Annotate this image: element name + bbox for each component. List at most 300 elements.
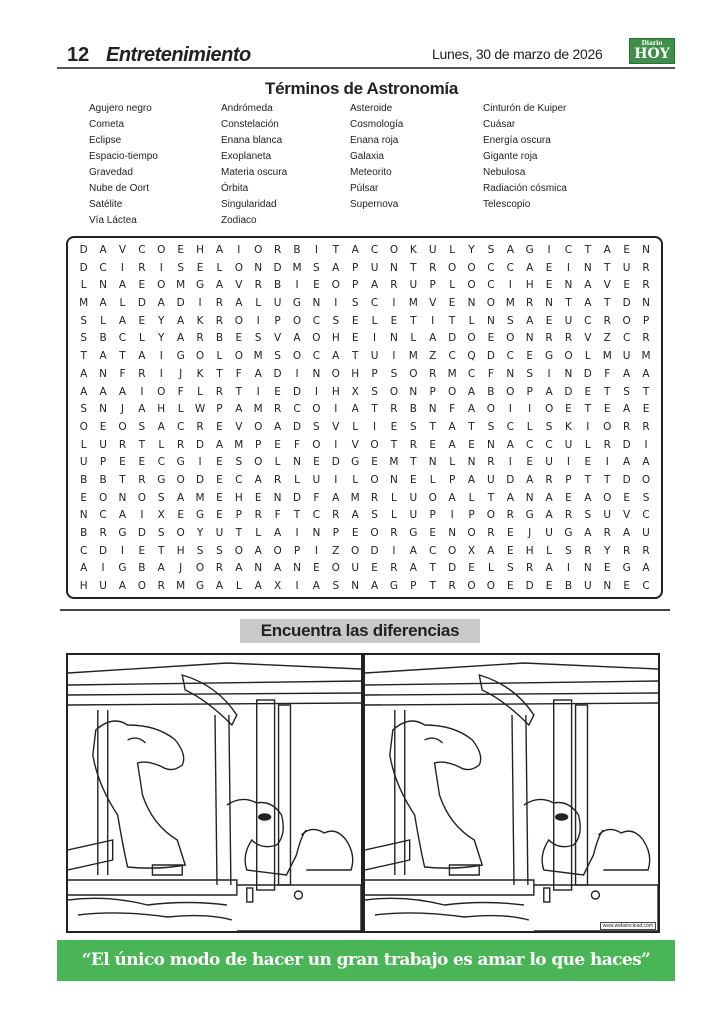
grid-letter[interactable]: L — [410, 332, 417, 345]
grid-letter[interactable]: H — [79, 580, 88, 593]
grid-letter[interactable]: E — [545, 314, 553, 327]
grid-letter[interactable]: A — [274, 562, 282, 575]
grid-letter[interactable]: T — [351, 350, 359, 363]
grid-letter[interactable]: E — [177, 509, 184, 522]
grid-letter[interactable]: C — [99, 509, 107, 522]
grid-letter[interactable]: R — [390, 527, 398, 539]
grid-letter[interactable]: O — [292, 314, 302, 327]
grid-letter[interactable]: O — [254, 420, 263, 433]
grid-letter[interactable]: T — [429, 420, 436, 433]
grid-letter[interactable]: L — [429, 473, 436, 486]
grid-letter[interactable]: O — [486, 403, 496, 416]
grid-letter[interactable]: U — [622, 350, 631, 363]
grid-letter[interactable]: R — [448, 580, 456, 593]
grid-letter[interactable]: D — [176, 297, 185, 310]
grid-letter[interactable]: E — [216, 456, 223, 469]
grid-letter[interactable]: C — [487, 279, 495, 292]
grid-letter[interactable]: I — [198, 456, 202, 469]
grid-letter[interactable]: N — [409, 385, 418, 398]
grid-letter[interactable]: I — [314, 244, 318, 256]
grid-letter[interactable]: G — [195, 279, 205, 292]
grid-letter[interactable]: C — [138, 244, 146, 256]
grid-letter[interactable]: O — [467, 580, 476, 593]
grid-letter[interactable]: U — [409, 509, 418, 522]
grid-letter[interactable]: N — [525, 491, 534, 504]
grid-letter[interactable]: U — [564, 438, 573, 451]
grid-letter[interactable]: F — [604, 367, 611, 380]
grid-letter[interactable]: R — [215, 297, 224, 310]
grid-letter[interactable]: R — [196, 420, 204, 433]
grid-letter[interactable]: R — [622, 544, 631, 557]
grid-letter[interactable]: S — [390, 367, 398, 380]
grid-letter[interactable]: C — [99, 261, 107, 274]
grid-letter[interactable]: P — [216, 403, 223, 416]
grid-letter[interactable]: I — [508, 403, 512, 416]
grid-letter[interactable]: N — [390, 261, 398, 274]
grid-letter[interactable]: L — [391, 509, 397, 522]
grid-letter[interactable]: S — [623, 385, 630, 398]
grid-letter[interactable]: T — [429, 580, 436, 593]
grid-letter[interactable]: O — [234, 261, 243, 274]
grid-letter[interactable]: O — [447, 385, 457, 398]
grid-letter[interactable]: O — [564, 350, 573, 363]
grid-letter[interactable]: A — [254, 473, 262, 486]
grid-letter[interactable]: G — [351, 456, 360, 469]
grid-letter[interactable]: A — [584, 279, 592, 292]
grid-letter[interactable]: O — [312, 332, 321, 345]
grid-letter[interactable]: S — [565, 544, 572, 557]
grid-letter[interactable]: A — [254, 580, 262, 593]
grid-letter[interactable]: F — [313, 491, 320, 504]
grid-letter[interactable]: D — [292, 385, 302, 398]
grid-letter[interactable]: E — [545, 279, 553, 292]
grid-letter[interactable]: I — [334, 473, 338, 486]
grid-letter[interactable]: S — [216, 544, 223, 557]
grid-letter[interactable]: O — [370, 473, 379, 486]
grid-letter[interactable]: C — [584, 314, 592, 327]
grid-letter[interactable]: N — [293, 562, 301, 575]
grid-letter[interactable]: A — [584, 297, 592, 310]
grid-letter[interactable]: R — [622, 420, 631, 433]
grid-letter[interactable]: A — [642, 562, 650, 575]
grid-letter[interactable]: S — [506, 562, 514, 575]
grid-letter[interactable]: R — [273, 403, 282, 416]
grid-letter[interactable]: L — [449, 456, 456, 469]
grid-letter[interactable]: V — [429, 297, 437, 310]
grid-letter[interactable]: A — [642, 367, 650, 380]
grid-letter[interactable]: S — [487, 420, 495, 433]
grid-letter[interactable]: O — [176, 473, 185, 486]
grid-letter[interactable]: C — [506, 350, 514, 363]
grid-letter[interactable]: P — [371, 367, 378, 380]
grid-letter[interactable]: L — [80, 438, 87, 451]
grid-letter[interactable]: O — [486, 509, 496, 522]
grid-letter[interactable]: C — [235, 473, 243, 486]
grid-letter[interactable]: A — [506, 438, 514, 451]
grid-letter[interactable]: A — [351, 509, 359, 522]
grid-letter[interactable]: C — [370, 244, 379, 256]
grid-letter[interactable]: A — [332, 491, 340, 504]
grid-letter[interactable]: O — [467, 279, 476, 292]
grid-letter[interactable]: E — [216, 420, 223, 433]
grid-letter[interactable]: T — [410, 456, 417, 469]
grid-letter[interactable]: O — [467, 527, 476, 539]
grid-letter[interactable]: R — [642, 332, 650, 345]
grid-letter[interactable]: D — [292, 420, 302, 433]
grid-letter[interactable]: S — [157, 491, 165, 504]
grid-letter[interactable]: C — [642, 509, 650, 522]
grid-letter[interactable]: F — [119, 367, 126, 380]
grid-letter[interactable]: E — [138, 544, 146, 557]
grid-letter[interactable]: M — [234, 438, 244, 451]
grid-letter[interactable]: T — [293, 509, 301, 522]
grid-letter[interactable]: R — [196, 332, 204, 345]
grid-letter[interactable]: O — [234, 350, 243, 363]
grid-letter[interactable]: A — [623, 456, 631, 469]
grid-letter[interactable]: J — [528, 527, 532, 539]
grid-letter[interactable]: J — [179, 562, 183, 575]
grid-letter[interactable]: R — [390, 403, 398, 416]
grid-letter[interactable]: I — [508, 456, 512, 469]
grid-letter[interactable]: R — [429, 367, 437, 380]
grid-letter[interactable]: R — [603, 527, 611, 539]
grid-letter[interactable]: E — [351, 332, 359, 345]
grid-letter[interactable]: M — [408, 297, 418, 310]
grid-letter[interactable]: T — [429, 562, 436, 575]
grid-letter[interactable]: I — [334, 438, 338, 451]
grid-letter[interactable]: Y — [604, 544, 611, 557]
grid-letter[interactable]: N — [118, 491, 127, 504]
grid-letter[interactable]: I — [159, 367, 163, 380]
grid-letter[interactable]: P — [274, 314, 281, 327]
grid-letter[interactable]: T — [216, 367, 223, 380]
grid-letter[interactable]: I — [295, 367, 299, 380]
grid-letter[interactable]: D — [137, 527, 146, 539]
grid-letter[interactable]: R — [642, 544, 650, 557]
grid-letter[interactable]: R — [157, 580, 165, 593]
grid-letter[interactable]: V — [584, 332, 592, 345]
grid-letter[interactable]: A — [448, 491, 456, 504]
grid-letter[interactable]: D — [486, 350, 495, 363]
grid-letter[interactable]: P — [448, 473, 456, 486]
grid-letter[interactable]: T — [235, 385, 243, 398]
grid-letter[interactable]: R — [138, 367, 146, 380]
grid-letter[interactable]: O — [389, 244, 399, 256]
grid-letter[interactable]: D — [273, 261, 282, 274]
grid-letter[interactable]: H — [331, 332, 340, 345]
grid-letter[interactable]: I — [392, 544, 396, 557]
grid-letter[interactable]: H — [331, 385, 340, 398]
grid-letter[interactable]: M — [602, 350, 612, 363]
grid-letter[interactable]: D — [195, 473, 205, 486]
grid-letter[interactable]: F — [487, 367, 494, 380]
grid-letter[interactable]: T — [468, 420, 475, 433]
grid-letter[interactable]: C — [642, 580, 650, 593]
grid-letter[interactable]: A — [118, 314, 127, 327]
grid-letter[interactable]: E — [351, 527, 359, 539]
grid-letter[interactable]: A — [99, 350, 107, 363]
grid-letter[interactable]: I — [101, 562, 105, 575]
grid-letter[interactable]: G — [545, 350, 554, 363]
grid-letter[interactable]: R — [409, 438, 417, 451]
grid-letter[interactable]: A — [138, 350, 146, 363]
grid-letter[interactable]: E — [468, 562, 475, 575]
grid-letter[interactable]: E — [80, 491, 88, 504]
grid-letter[interactable]: V — [351, 438, 359, 451]
grid-letter[interactable]: A — [177, 314, 185, 327]
grid-letter[interactable]: N — [603, 580, 612, 593]
grid-letter[interactable]: O — [331, 279, 340, 292]
grid-letter[interactable]: U — [215, 527, 224, 539]
grid-letter[interactable]: I — [334, 297, 338, 310]
grid-letter[interactable]: C — [622, 332, 631, 345]
grid-letter[interactable]: I — [392, 350, 396, 363]
grid-letter[interactable]: Y — [468, 244, 475, 256]
grid-letter[interactable]: H — [176, 544, 185, 557]
grid-letter[interactable]: S — [80, 332, 88, 345]
grid-letter[interactable]: W — [194, 403, 206, 416]
grid-letter[interactable]: M — [292, 261, 302, 274]
grid-letter[interactable]: G — [622, 562, 631, 575]
grid-letter[interactable]: C — [312, 350, 321, 363]
grid-letter[interactable]: D — [506, 473, 515, 486]
grid-letter[interactable]: C — [293, 403, 301, 416]
grid-letter[interactable]: A — [448, 420, 456, 433]
grid-letter[interactable]: S — [642, 491, 650, 504]
grid-letter[interactable]: I — [198, 297, 202, 310]
grid-letter[interactable]: R — [487, 456, 495, 469]
grid-letter[interactable]: S — [332, 580, 340, 593]
grid-letter[interactable]: A — [623, 403, 631, 416]
grid-letter[interactable]: A — [235, 403, 243, 416]
grid-letter[interactable]: U — [428, 244, 437, 256]
grid-letter[interactable]: E — [623, 491, 630, 504]
grid-letter[interactable]: D — [622, 473, 631, 486]
grid-letter[interactable]: O — [331, 562, 340, 575]
grid-letter[interactable]: T — [119, 350, 126, 363]
grid-letter[interactable]: O — [234, 314, 243, 327]
grid-letter[interactable]: C — [157, 456, 165, 469]
grid-letter[interactable]: D — [448, 332, 457, 345]
grid-letter[interactable]: T — [390, 438, 398, 451]
grid-letter[interactable]: A — [312, 580, 320, 593]
grid-letter[interactable]: O — [157, 279, 166, 292]
grid-letter[interactable]: G — [409, 527, 418, 539]
grid-letter[interactable]: O — [506, 385, 515, 398]
grid-letter[interactable]: T — [642, 385, 650, 398]
grid-letter[interactable]: E — [177, 244, 184, 256]
grid-letter[interactable]: A — [467, 473, 476, 486]
grid-letter[interactable]: A — [215, 244, 224, 256]
grid-letter[interactable]: S — [545, 420, 553, 433]
grid-letter[interactable]: K — [409, 244, 417, 256]
grid-letter[interactable]: E — [138, 456, 146, 469]
grid-letter[interactable]: P — [429, 279, 436, 292]
grid-letter[interactable]: G — [195, 580, 205, 593]
grid-letter[interactable]: M — [79, 297, 89, 310]
grid-letter[interactable]: Q — [467, 350, 476, 363]
grid-letter[interactable]: I — [508, 279, 512, 292]
grid-letter[interactable]: O — [622, 314, 631, 327]
grid-letter[interactable]: S — [351, 297, 359, 310]
grid-letter[interactable]: Z — [603, 332, 611, 345]
grid-letter[interactable]: O — [292, 350, 302, 363]
grid-letter[interactable]: R — [177, 438, 185, 451]
grid-letter[interactable]: R — [254, 509, 262, 522]
grid-letter[interactable]: L — [468, 314, 475, 327]
grid-letter[interactable]: E — [584, 456, 592, 469]
grid-letter[interactable]: E — [565, 491, 572, 504]
grid-letter[interactable]: R — [118, 438, 127, 451]
grid-letter[interactable]: E — [390, 314, 398, 327]
grid-letter[interactable]: E — [371, 456, 378, 469]
grid-letter[interactable]: M — [505, 297, 515, 310]
grid-letter[interactable]: B — [293, 244, 301, 256]
grid-letter[interactable]: G — [118, 527, 127, 539]
grid-letter[interactable]: R — [138, 261, 146, 274]
grid-letter[interactable]: L — [391, 491, 397, 504]
grid-letter[interactable]: L — [371, 314, 378, 327]
grid-letter[interactable]: A — [448, 438, 456, 451]
grid-letter[interactable]: L — [449, 244, 456, 256]
grid-letter[interactable]: R — [642, 420, 650, 433]
grid-letter[interactable]: M — [350, 491, 360, 504]
grid-letter[interactable]: O — [603, 491, 612, 504]
grid-letter[interactable]: E — [487, 332, 495, 345]
grid-letter[interactable]: R — [138, 473, 146, 486]
grid-letter[interactable]: H — [525, 544, 534, 557]
grid-letter[interactable]: I — [140, 385, 144, 398]
grid-letter[interactable]: I — [314, 385, 318, 398]
grid-letter[interactable]: L — [80, 279, 87, 292]
grid-letter[interactable]: N — [467, 456, 476, 469]
grid-letter[interactable]: G — [195, 509, 205, 522]
grid-letter[interactable]: A — [623, 527, 631, 539]
grid-letter[interactable]: H — [157, 403, 166, 416]
grid-letter[interactable]: R — [429, 261, 437, 274]
grid-letter[interactable]: A — [118, 385, 127, 398]
grid-letter[interactable]: M — [408, 350, 418, 363]
grid-letter[interactable]: A — [526, 261, 534, 274]
grid-letter[interactable]: C — [312, 509, 321, 522]
grid-letter[interactable]: D — [564, 385, 573, 398]
grid-letter[interactable]: G — [118, 562, 127, 575]
grid-letter[interactable]: P — [429, 509, 436, 522]
grid-letter[interactable]: O — [409, 367, 418, 380]
grid-letter[interactable]: N — [79, 509, 88, 522]
grid-letter[interactable]: L — [100, 314, 107, 327]
grid-letter[interactable]: I — [373, 332, 377, 345]
grid-letter[interactable]: O — [176, 527, 185, 539]
grid-letter[interactable]: T — [138, 438, 146, 451]
grid-letter[interactable]: R — [215, 314, 224, 327]
grid-letter[interactable]: N — [486, 438, 495, 451]
grid-letter[interactable]: D — [195, 438, 205, 451]
grid-letter[interactable]: O — [603, 420, 612, 433]
grid-letter[interactable]: A — [293, 332, 301, 345]
grid-letter[interactable]: S — [313, 261, 320, 274]
grid-letter[interactable]: A — [429, 332, 437, 345]
grid-letter[interactable]: E — [526, 456, 533, 469]
grid-letter[interactable]: L — [352, 473, 359, 486]
grid-letter[interactable]: R — [215, 562, 224, 575]
grid-letter[interactable]: B — [409, 403, 417, 416]
grid-letter[interactable]: A — [177, 491, 185, 504]
grid-letter[interactable]: N — [99, 403, 108, 416]
grid-letter[interactable]: I — [528, 403, 532, 416]
grid-letter[interactable]: A — [545, 509, 553, 522]
grid-letter[interactable]: M — [253, 403, 263, 416]
grid-letter[interactable]: A — [467, 403, 476, 416]
grid-letter[interactable]: S — [274, 350, 281, 363]
grid-letter[interactable]: C — [506, 261, 514, 274]
grid-letter[interactable]: A — [157, 420, 165, 433]
grid-letter[interactable]: L — [449, 279, 456, 292]
grid-letter[interactable]: E — [429, 527, 437, 539]
grid-letter[interactable]: R — [545, 332, 553, 345]
grid-letter[interactable]: A — [215, 580, 224, 593]
grid-letter[interactable]: E — [138, 279, 146, 292]
grid-letter[interactable]: C — [118, 332, 127, 345]
grid-letter[interactable]: E — [216, 473, 223, 486]
grid-letter[interactable]: L — [216, 261, 223, 274]
grid-letter[interactable]: V — [118, 244, 127, 256]
grid-letter[interactable]: S — [371, 509, 378, 522]
grid-letter[interactable]: Z — [332, 544, 340, 557]
grid-letter[interactable]: D — [583, 367, 592, 380]
grid-letter[interactable]: N — [428, 456, 437, 469]
grid-letter[interactable]: P — [642, 314, 650, 327]
grid-letter[interactable]: T — [584, 244, 592, 256]
grid-letter[interactable]: L — [138, 332, 145, 345]
grid-letter[interactable]: L — [487, 562, 494, 575]
grid-letter[interactable]: R — [526, 562, 534, 575]
grid-letter[interactable]: A — [603, 244, 611, 256]
grid-letter[interactable]: T — [448, 314, 456, 327]
grid-letter[interactable]: E — [506, 544, 514, 557]
grid-letter[interactable]: U — [370, 261, 379, 274]
grid-letter[interactable]: A — [99, 385, 107, 398]
grid-letter[interactable]: A — [157, 562, 165, 575]
grid-letter[interactable]: N — [448, 527, 457, 539]
grid-letter[interactable]: R — [370, 491, 379, 504]
grid-letter[interactable]: N — [99, 279, 108, 292]
grid-letter[interactable]: C — [370, 297, 379, 310]
grid-letter[interactable]: B — [99, 473, 107, 486]
grid-letter[interactable]: A — [274, 420, 282, 433]
grid-letter[interactable]: M — [176, 580, 186, 593]
grid-letter[interactable]: I — [120, 544, 125, 557]
grid-letter[interactable]: G — [525, 244, 534, 256]
grid-letter[interactable]: V — [603, 279, 611, 292]
grid-letter[interactable]: S — [506, 314, 514, 327]
grid-letter[interactable]: E — [216, 491, 223, 504]
grid-letter[interactable]: A — [254, 367, 262, 380]
grid-letter[interactable]: A — [409, 544, 417, 557]
grid-letter[interactable]: N — [583, 562, 592, 575]
grid-letter[interactable]: E — [410, 473, 417, 486]
grid-letter[interactable]: E — [468, 438, 475, 451]
grid-letter[interactable]: V — [235, 420, 243, 433]
grid-letter[interactable]: K — [196, 314, 204, 327]
grid-letter[interactable]: U — [79, 456, 88, 469]
grid-letter[interactable]: L — [235, 580, 242, 593]
grid-letter[interactable]: A — [138, 403, 146, 416]
grid-letter[interactable]: O — [544, 403, 554, 416]
grid-letter[interactable]: N — [390, 473, 398, 486]
grid-letter[interactable]: I — [392, 297, 396, 310]
grid-letter[interactable]: T — [604, 297, 611, 310]
